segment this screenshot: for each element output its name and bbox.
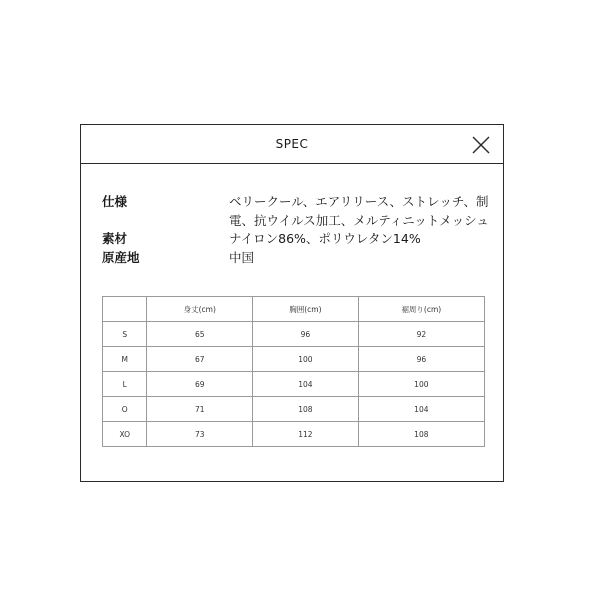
table-cell: 100 [358,372,484,397]
table-row [103,397,485,422]
table-cell: 69 [147,372,253,397]
table-cell: 108 [253,397,359,422]
spec-label: 素材 [102,231,128,246]
spec-value: ベリークール、エアリリース、ストレッチ、制電、抗ウイルス加工、メルティニットメッシュ [229,194,489,228]
spec-list [102,193,492,267]
spec-modal [80,124,504,482]
spec-label: 仕様 [102,194,128,209]
table-header-cell [103,297,147,322]
table-cell: O [103,397,147,422]
close-button[interactable] [471,135,491,155]
table-row [103,347,485,372]
spec-value: 中国 [229,249,255,265]
table-cell: 112 [253,422,359,447]
table-row [103,322,485,347]
table-cell: L [103,372,147,397]
spec-row-features [102,193,492,230]
table-cell: 96 [253,322,359,347]
table-cell: 71 [147,397,253,422]
table-cell: 104 [358,397,484,422]
table-cell: 92 [358,322,484,347]
modal-header [81,125,503,164]
table-header-cell: 裾周り(cm) [358,297,484,322]
spec-value: ナイロン86%、ポリウレタン14% [229,231,421,246]
table-row [103,422,485,447]
modal-title: SPEC [275,137,309,151]
table-cell: 73 [147,422,253,447]
table-row [103,372,485,397]
size-table [102,296,485,447]
table-cell: 100 [253,347,359,372]
table-header-cell: 身丈(cm) [147,297,253,322]
spec-row-material [102,230,492,249]
spec-row-origin [102,249,492,268]
table-cell: XO [103,422,147,447]
table-cell: S [103,322,147,347]
close-icon [471,135,491,155]
table-cell: M [103,347,147,372]
spec-label: 原産地 [102,249,140,265]
table-cell: 65 [147,322,253,347]
table-cell: 108 [358,422,484,447]
table-header-cell: 胸囲(cm) [253,297,359,322]
table-header-row [103,297,485,322]
table-cell: 96 [358,347,484,372]
table-cell: 104 [253,372,359,397]
table-cell: 67 [147,347,253,372]
